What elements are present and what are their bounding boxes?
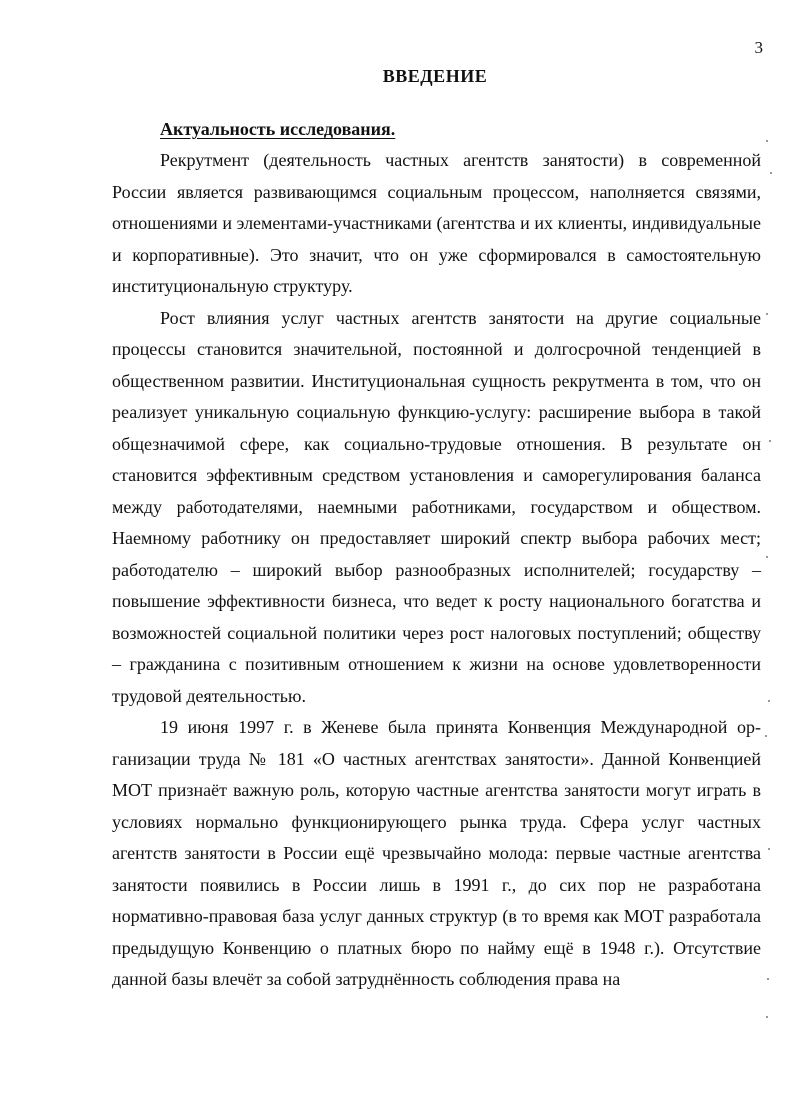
scan-speck: [766, 140, 768, 142]
scan-speck: [765, 735, 767, 737]
body-text: [112, 145, 761, 996]
scan-speck: [766, 1016, 768, 1018]
scan-speck: [769, 440, 771, 442]
scan-speck: [770, 172, 772, 174]
paragraph-3: 19 июня 1997 г. в Женеве была принята Конвенция Международной организации труда № 181 «О частных агентствах занятости». Данной Конвенцией МОТ признаёт важную роль, которую частные агентства занятости могут играть в условиях нормально функционирующего рынка труда. Сфера услуг частных агентств занятости в России ещё чрезвычайно молода: первые частные агентства занятости появились в России лишь в 1991 г., до сих пор не разработана нормативно-правовая база услуг данных структур (в то время как МОТ разработала предыдущую Конвенцию о платных бюро по найму ещё в 1948 г.). Отсутствие данной базы влечёт за собой затруднённость соблюдения права на: [112, 717, 761, 989]
scan-speck: [766, 556, 768, 558]
page-number: 3: [754, 38, 763, 57]
scan-speck: [767, 978, 769, 980]
scan-speck: [768, 700, 770, 702]
paragraph-1: Рекрутмент (деятельность частных агентств занятости) в современной России является развивающимся социальным процессом, наполняется связями, отношениями и элементами-участниками (агентства и их клиенты, индивидуальные и корпоративные). Это значит, что он уже сформировался в самостоятельную институциональную структуру.: [112, 150, 761, 296]
scan-speck: [766, 313, 768, 315]
paragraph-2: Рост влияния услуг частных агентств занятости на другие социальные процессы становится значительной, постоянной и долгосрочной тенденцией в общественном развитии. Институциональная сущность рекрутмента в том, что он реализует уникальную социальную функцию-услугу: расширение выбора в такой общезначимой сфере, как социально-трудовые отношения. В результате он становится эффективным средством установления и саморегулирования баланса между работодателями, наемными работниками, государством и обществом. Наемному работнику он предоставляет широкий спектр выбора рабочих мест; работодателю – широкий выбор разнообразных исполнителей; государству – повышение эффективности бизнеса, что ведет к росту национального богатства и возможностей социальной политики через рост налоговых поступлений; обществу – гражданина с позитивным отношением к жизни на основе удовлетворенности трудовой деятельностью.: [112, 307, 761, 706]
scan-speck: [768, 848, 770, 850]
section-heading: Актуальность исследования.: [160, 119, 396, 139]
page-title: ВВЕДЕНИЕ: [382, 66, 488, 86]
